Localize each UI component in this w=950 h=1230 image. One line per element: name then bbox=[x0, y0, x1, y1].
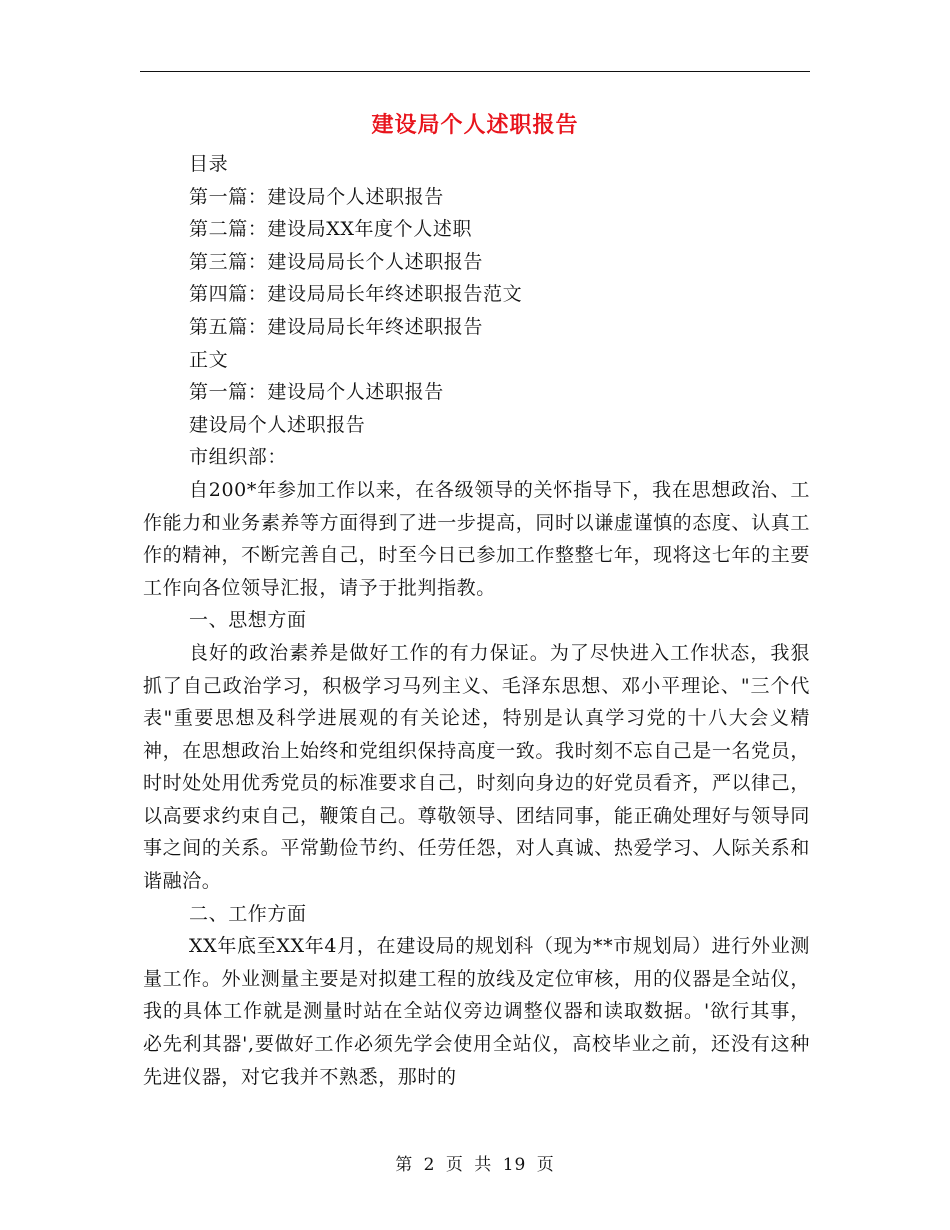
salutation: 市组织部： bbox=[189, 446, 288, 469]
toc-item: 第二篇：建设局XX年度个人述职 bbox=[189, 218, 473, 241]
report-title: 建设局个人述职报告 bbox=[189, 413, 366, 436]
chapter-title: 第一篇：建设局个人述职报告 bbox=[189, 381, 444, 404]
paragraph-work: XX年底至XX年4月，在建设局的规划科（现为**市规划局）进行外业测量工作。外业测量主要是对拟建工程的放线及定位审核，用的仪器是全站仪，我的具体工作就是测量时站在全站仪旁边调整仪器和读取数据。'欲行其事，必先利其器',要做好工作必须先学会使用全站仪，高校毕业之前，还没有这种先进仪器，对它我并不熟悉，那时的 bbox=[143, 935, 810, 1088]
paragraph-ideology: 良好的政治素养是做好工作的有力保证。为了尽快进入工作状态，我狠抓了自己政治学习，积极学习马列主义、毛泽东思想、邓小平理论、"三个代表"重要思想及科学进展观的有关论述，特别是认真学习党的十八大会义精神，在思想政治上始终和党组织保持高度一致。我时刻不忘自己是一名党员，时时处处用优秀党员的标准要求自己，时刻向身边的好党员看齐，严以律己，以高要求约束自己，鞭策自己。尊敬领导、团结同事，能正确处理好与领导同事之间的关系。平常勤俭节约、任劳任怨，对人真诚、热爱学习、人际关系和谐融洽。 bbox=[143, 641, 810, 893]
page-number-footer: 第 2 页 共 19 页 bbox=[395, 1155, 555, 1175]
paragraph-intro: 自200*年参加工作以来，在各级领导的关怀指导下，我在思想政治、工作能力和业务素养等方面得到了进一步提高，同时以谦虚谨慎的态度、认真工作的精神，不断完善自己，时至今日已参加工作整整七年，现将这七年的主要工作向各位领导汇报，请予于批判指教。 bbox=[143, 478, 810, 599]
toc-item: 第四篇：建设局局长年终述职报告范文 bbox=[189, 283, 523, 306]
document-body bbox=[143, 148, 810, 1093]
toc-heading: 目录 bbox=[189, 153, 229, 175]
header-rule bbox=[140, 71, 810, 72]
toc-item: 第一篇：建设局个人述职报告 bbox=[189, 185, 444, 208]
body-heading: 正文 bbox=[189, 348, 229, 371]
section-heading-ideology: 一、思想方面 bbox=[189, 609, 307, 632]
section-heading-work: 二、工作方面 bbox=[189, 902, 307, 925]
document-title: 建设局个人述职报告 bbox=[371, 112, 579, 138]
toc-item: 第五篇：建设局局长年终述职报告 bbox=[189, 315, 484, 338]
toc-item: 第三篇：建设局局长个人述职报告 bbox=[189, 250, 484, 273]
